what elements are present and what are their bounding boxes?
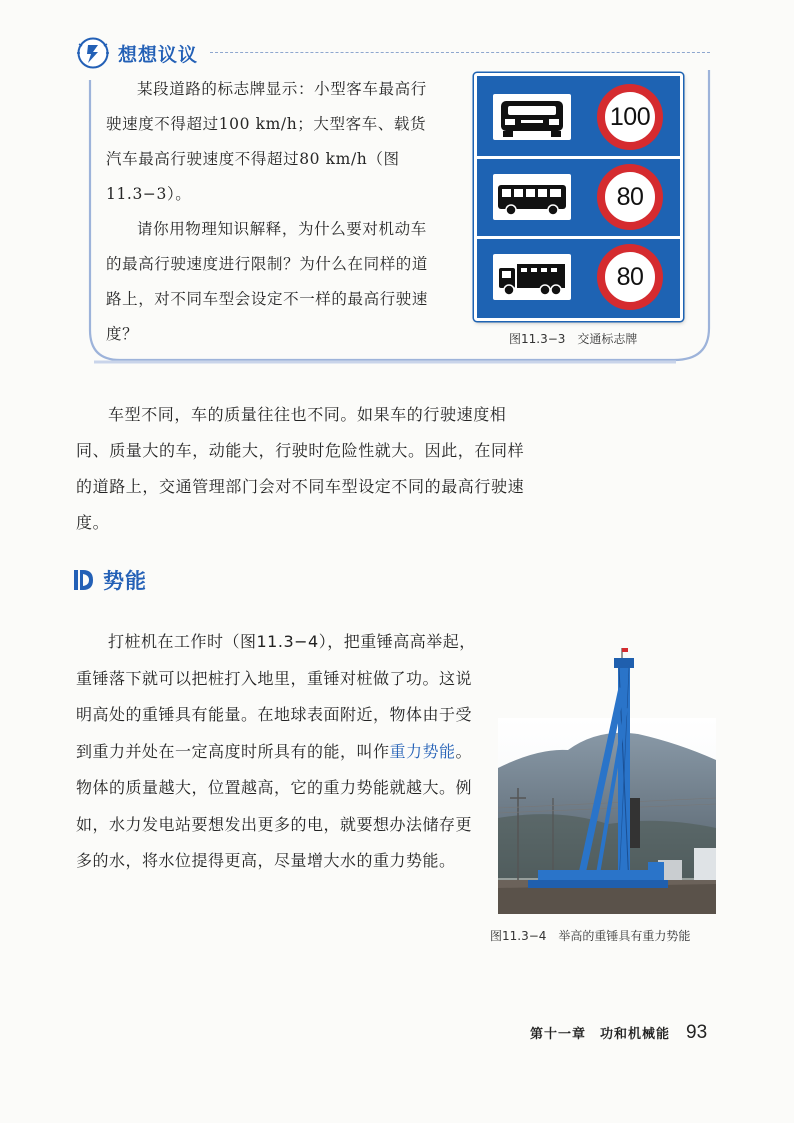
think-discuss-box [64, 30, 714, 365]
figure-title: 举高的重锤具有重力势能 [558, 929, 691, 943]
discuss-paragraph: 某段道路的标志牌显示：小型客车最高行驶速度不得超过100 km/h；大型客车、载货汽车最高行驶速度不得超过80 km/h（图11.3−3）。 [106, 80, 427, 203]
pile-driver-illustration [498, 648, 716, 914]
bus-icon [493, 174, 571, 220]
sign-row-bus [477, 156, 680, 239]
figure-number: 图11.3−4 [490, 929, 547, 943]
traffic-sign [474, 73, 683, 321]
figure-caption [509, 330, 637, 347]
lightbulb-icon [76, 36, 110, 70]
discuss-paragraph: 请你用物理知识解释，为什么要对机动车的最高行驶速度进行限制？为什么在同样的道路上，对不同车型会设定不一样的最高行驶速度？ [106, 220, 429, 343]
section-title: 势能 [103, 569, 147, 593]
answer-text [76, 397, 536, 541]
body-text-part: 打桩机在工作时（图11.3−4），把重锤高高举起，重锤落下就可以把桩打入地里，重锤对桩做了功。这说明高处的重锤具有能量。在地球表面附近，物体由于受到重力并处在一定高度时所具有的能，叫作 [76, 632, 476, 761]
truck-icon [493, 254, 571, 300]
discuss-text [106, 72, 442, 352]
figure-title: 交通标志牌 [577, 332, 638, 346]
sign-row-car [477, 76, 680, 159]
speed-limit-badge: 100 [597, 84, 663, 150]
figure-number: 图11.3−3 [509, 332, 566, 346]
vehicle-tile [493, 254, 571, 300]
vehicle-tile [493, 174, 571, 220]
section-heading [74, 563, 147, 597]
car-icon [493, 94, 571, 140]
page-number: 93 [686, 1022, 708, 1043]
answer-paragraph: 车型不同，车的质量往往也不同。如果车的行驶速度相同、质量大的车，动能大，行驶时危险性就大。因此，在同样的道路上，交通管理部门会对不同车型设定不同的最高行驶速度。 [76, 405, 525, 532]
key-term: 重力势能 [389, 741, 456, 761]
discuss-title: 想想议议 [118, 43, 199, 66]
section-marker-icon [74, 569, 94, 591]
chapter-label: 第十一章 功和机械能 [530, 1027, 671, 1042]
figure-caption [490, 927, 690, 944]
speed-limit-badge: 80 [597, 244, 663, 310]
header-rule [210, 52, 710, 53]
body-paragraph [76, 624, 476, 880]
speed-limit-badge: 80 [597, 164, 663, 230]
body-text-part: 。物体的质量越大，位置越高，它的重力势能就越大。例如，水力发电站要想发出更多的电，就要想办法储存更多的水，将水位提得更高，尽量增大水的重力势能。 [76, 741, 473, 870]
sign-row-truck [477, 236, 680, 316]
page-footer [530, 1022, 707, 1046]
discuss-header [76, 36, 198, 70]
body-text [76, 624, 476, 880]
pile-driver-photo [498, 648, 716, 914]
vehicle-tile [493, 94, 571, 140]
